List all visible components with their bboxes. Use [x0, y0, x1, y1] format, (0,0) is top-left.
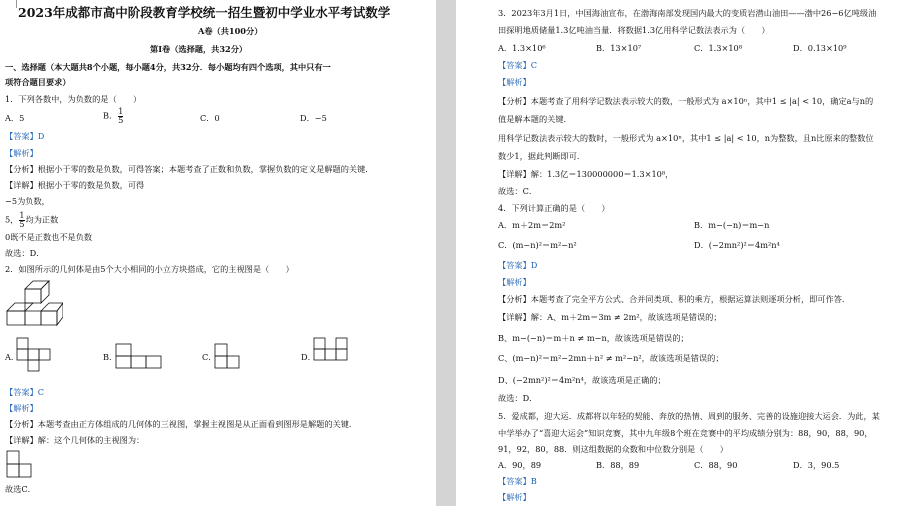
q3-stem-line1: 3．2023年3月1日，中国海油宣布，在渤海南部发现国内最大的变质岩潜山油田——渤中26−6亿吨级油 [498, 8, 877, 18]
right-document-page [456, 0, 900, 506]
q4-analysis-label: 【解析】 [498, 277, 531, 287]
q4-stem: 4．下列计算正确的是（ ） [498, 203, 610, 213]
q3-conclusion: 故选：C． [498, 186, 538, 196]
fraction-denominator: 5 [19, 220, 25, 229]
q3-fenxi-line4: 数少1，据此判断即可． [498, 151, 586, 161]
q1-detail-five: 5， [5, 214, 19, 225]
q5-option-d: D．3，90.5 [793, 460, 840, 470]
juan-1-heading: 第Ⅰ卷（选择题，共32分） [150, 44, 248, 54]
q3-fenxi-line3: 用科学记数法表示较大的数时，一般形式为 a×10ⁿ，其中1 ≤ |a| < 10，n为整数，且n比原来的整数位 [498, 133, 874, 143]
q5-stem-line2: 中学举办了“喜迎大运会”知识竞赛，其中九年级8个班在竞赛中的平均成绩分别为：88，90，88，90， [498, 428, 873, 438]
q3-xiangjie: 【详解】解：1.3亿＝130000000＝1.3×10⁸， [498, 169, 674, 179]
q5-option-c: C．88，90 [694, 460, 738, 470]
q2-option-c-label: C． [202, 352, 217, 362]
q4-detail-d: D、(−2mn²)²＝4m²n⁴，故该选项是正确的； [498, 375, 666, 385]
q5-option-a: A．90，89 [498, 460, 542, 470]
q2-fenxi: 【分析】本题考查由正方体组成的几何体的三视图，掌握主视图是从正面看到图形是解题的关键． [5, 419, 358, 429]
exam-title: 2023年成都市高中阶段教育学校统一招生暨初中学业水平考试数学 [18, 5, 391, 20]
q4-detail-a: 【详解】解：A、m＋2m＝3m ≠ 2m²，故该选项是错误的； [498, 312, 722, 322]
q2-option-d-view [313, 337, 349, 373]
fraction-one-fifth [118, 108, 123, 125]
q1-option-a: A．5 [5, 113, 25, 123]
q5-stem-line1: 5．爱成都，迎大运．成都将以年轻的契能、奔放的热情、周到的服务、完善的设施迎接大运会．为此，某 [498, 411, 880, 421]
q4-conclusion: 故选：D． [498, 393, 538, 403]
q5-answer: 【答案】B [498, 476, 537, 486]
q3-option-d: D．0.13×10⁹ [793, 43, 847, 53]
fraction-numerator: 1 [19, 211, 25, 220]
q1-option-b-label: B． [103, 110, 118, 121]
q4-option-a: A．m＋2m＝2m² [498, 220, 566, 230]
q2-option-b-view [115, 343, 163, 369]
left-document-page [0, 0, 436, 506]
q2-option-d-label: D． [301, 352, 316, 362]
q1-option-d: D．−5 [300, 113, 327, 123]
q1-option-b [103, 108, 124, 125]
q1-option-c: C．0 [200, 113, 220, 123]
q1-fenxi: 【分析】根据小于零的数是负数，可得答案；本题考查了正数和负数，掌握负数的定义是解题的关键． [5, 164, 374, 174]
q2-analysis-label: 【解析】 [5, 403, 38, 413]
q2-option-b-label: B． [103, 352, 118, 362]
q4-option-d: D．(−2mn²)²＝4m²n⁴ [694, 240, 780, 250]
q1-detail-line1: −5为负数， [5, 196, 50, 206]
q3-option-a: A．1.3×10⁶ [498, 43, 546, 53]
q4-fenxi: 【分析】本题考查了完全平方公式、合并同类项、积的乘方，根据运算法则逐项分析，即可作答． [498, 294, 851, 304]
q5-option-b: B．88，89 [596, 460, 640, 470]
fraction-one-fifth [19, 212, 24, 229]
q3-stem-line2: 田探明地质储量1.3亿吨油当量．将数据1.3亿用科学记数法表示为（ ） [498, 25, 770, 35]
q2-xiangjie: 【详解】解：这个几何体的主视图为： [5, 435, 145, 445]
q5-analysis-label: 【解析】 [498, 492, 531, 502]
q2-option-a-view [16, 337, 52, 373]
q4-answer: 【答案】D [498, 260, 538, 270]
solid-cube-figure [5, 279, 63, 329]
q2-answer: 【答案】C [5, 387, 45, 397]
q2-conclusion: 故选C． [5, 484, 36, 494]
q3-option-b: B．13×10⁷ [596, 43, 642, 53]
q1-detail-positive: 均为正数 [25, 214, 59, 225]
page-gutter [436, 0, 456, 506]
juan-a-heading: A卷（共100分） [198, 26, 263, 36]
page-corner-mark [8, 0, 17, 8]
q1-stem: 1．下列各数中，为负数的是（ ） [5, 94, 142, 104]
q4-detail-b: B、m−(−n)＝m＋n ≠ m−n，故该选项是错误的； [498, 333, 689, 343]
q5-stem-line3: 91，92，80，88．则这组数据的众数和中位数分别是（ ） [498, 444, 728, 454]
q2-option-a-label: A． [5, 352, 20, 362]
q2-option-c-view [214, 343, 250, 369]
q3-analysis-label: 【解析】 [498, 77, 531, 87]
q1-detail-line2 [5, 212, 58, 229]
q1-xiangjie: 【详解】根据小于零的数是负数，可得 [5, 180, 145, 190]
q3-fenxi-line1: 【分析】本题考查了用科学记数法表示较大的数，一般形式为 a×10ⁿ，其中1 ≤ |a| < 10，确定a与n的 [498, 96, 874, 106]
section1-instructions-cont: 项符合题目要求） [5, 77, 71, 87]
q1-detail-line3: 0既不是正数也不是负数 [5, 232, 93, 242]
q2-main-view-figure [6, 450, 42, 480]
fraction-numerator: 1 [118, 107, 124, 116]
q1-analysis-label: 【解析】 [5, 148, 38, 158]
section1-instructions: 一、选择题（本大题共8个小题，每小题4分，共32分．每小题均有四个选项，其中只有一 [5, 62, 331, 72]
q4-detail-c: C、(m−n)²＝m²−2mn＋n² ≠ m²−n²，故该选项是错误的； [498, 353, 724, 363]
q1-answer: 【答案】D [5, 131, 45, 141]
fraction-denominator: 5 [118, 116, 124, 125]
q3-fenxi-line2: 值是解本题的关键． [498, 114, 572, 124]
q3-answer: 【答案】C [498, 60, 538, 70]
q4-option-b: B．m−(−n)＝m−n [694, 220, 770, 230]
q1-conclusion: 故选：D． [5, 248, 45, 258]
q4-option-c: C．(m−n)²＝m²−n² [498, 240, 577, 250]
q2-stem: 2．如图所示的几何体是由5个大小相同的小立方块搭成，它的主视图是（ ） [5, 264, 294, 274]
q3-option-c: C．1.3×10⁸ [694, 43, 743, 53]
